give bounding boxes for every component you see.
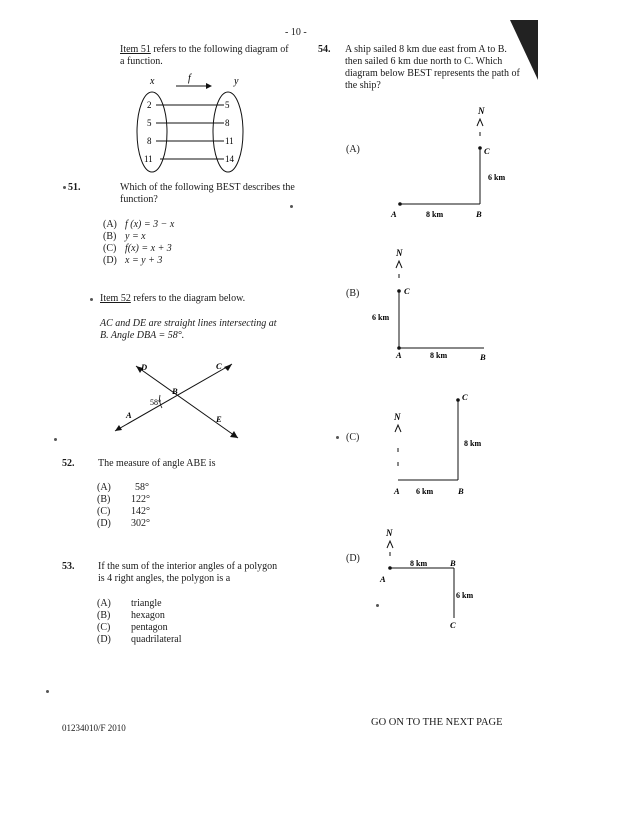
- scan-speck: [90, 298, 93, 301]
- page-number: - 10 -: [285, 27, 307, 38]
- q54-number: 54.: [318, 44, 331, 55]
- item51-reference-line2: a function.: [120, 56, 163, 67]
- mapping-x-label: x: [150, 76, 155, 87]
- q51-option-text: y = x: [125, 231, 146, 242]
- distance-label: 8 km: [426, 210, 444, 219]
- point-b: B: [458, 486, 464, 496]
- point-b: B: [476, 209, 482, 219]
- item51-ref-text: refers to the following diagram of: [150, 44, 289, 55]
- q54-stem-line4: the ship?: [345, 80, 381, 91]
- item52-reference: [100, 293, 245, 305]
- q54-stem-line3: diagram below BEST represents the path of: [345, 68, 520, 79]
- q53-option-letter: (C): [97, 622, 111, 633]
- q52-option-text: 142°: [131, 506, 150, 517]
- range-value: 8: [225, 118, 230, 128]
- item52-given-line2: B. Angle DBA = 58°.: [100, 330, 185, 341]
- q54-stem-line1: A ship sailed 8 km due east from A to B.: [345, 44, 507, 55]
- point-c: C: [462, 392, 468, 402]
- q53-stem-line2: is 4 right angles, the polygon is a: [98, 573, 231, 584]
- range-value: 14: [225, 154, 234, 164]
- intersecting-lines-diagram: [110, 358, 250, 440]
- point-label-b: B: [172, 386, 178, 396]
- north-label: N: [396, 248, 403, 258]
- q53-option-letter: (A): [97, 598, 111, 609]
- q54-diagram-b: [368, 246, 500, 368]
- point-label-d: D: [141, 362, 148, 372]
- q54-option-letter: (B): [346, 288, 360, 299]
- domain-value: 5: [147, 118, 152, 128]
- scan-speck: [376, 604, 379, 607]
- north-label: N: [394, 412, 401, 422]
- q52-option-text: 302°: [131, 518, 150, 529]
- q51-option-text: f(x) = x + 3: [125, 243, 172, 254]
- range-value: 5: [225, 100, 230, 110]
- mapping-f-label: f: [188, 73, 191, 84]
- q52-option-letter: (A): [97, 482, 111, 493]
- q53-option-text: hexagon: [131, 610, 165, 621]
- item52-ref-text: refers to the diagram below.: [130, 293, 246, 304]
- point-b: B: [480, 352, 486, 362]
- q53-option-letter: (B): [97, 610, 111, 621]
- point-a: A: [396, 350, 402, 360]
- point-label-c: C: [216, 361, 222, 371]
- north-label: N: [386, 528, 393, 538]
- domain-value: 11: [144, 154, 153, 164]
- q52-option-text: 122°: [131, 494, 150, 505]
- point-c: C: [404, 286, 410, 296]
- item51-reference: [120, 44, 289, 56]
- item52-given-line1: AC and DE are straight lines intersecting at: [100, 318, 277, 329]
- point-a: A: [394, 486, 400, 496]
- point-c: C: [484, 146, 490, 156]
- point-label-e: E: [216, 414, 222, 424]
- distance-label: 8 km: [410, 559, 428, 568]
- scan-speck: [63, 186, 66, 189]
- next-page-note: GO ON TO THE NEXT PAGE: [371, 717, 503, 728]
- scan-speck: [54, 438, 57, 441]
- q51-stem: Which of the following BEST describes the: [120, 182, 295, 193]
- q52-option-letter: (C): [97, 506, 111, 517]
- q53-option-text: pentagon: [131, 622, 168, 633]
- distance-label: 6 km: [372, 313, 390, 322]
- q51-stem-line2: function?: [120, 194, 158, 205]
- q51-option-text: x = y + 3: [125, 255, 163, 266]
- mapping-y-label: y: [234, 76, 239, 87]
- q54-stem-line2: then sailed 6 km due north to C. Which: [345, 56, 503, 67]
- q51-number: 51.: [68, 182, 81, 193]
- q54-diagram-d: [374, 526, 494, 636]
- angle-label: 58°: [150, 398, 162, 407]
- q52-number: 52.: [62, 458, 75, 469]
- q52-option-letter: (B): [97, 494, 111, 505]
- q51-option-letter: (C): [103, 243, 117, 254]
- point-label-a: A: [126, 410, 132, 420]
- q54-option-letter: (A): [346, 144, 360, 155]
- q51-option-letter: (D): [103, 255, 117, 266]
- mapping-arrow-head: [206, 83, 212, 89]
- item52-ref-link: Item 52: [100, 293, 131, 304]
- q53-option-text: quadrilateral: [131, 634, 182, 645]
- distance-label: 6 km: [456, 591, 474, 600]
- q51-option-letter: (A): [103, 219, 117, 230]
- q54-diagram-c: [386, 388, 496, 508]
- q51-option-text: f (x) = 3 − x: [125, 219, 175, 230]
- q53-number: 53.: [62, 561, 75, 572]
- range-value: 11: [225, 136, 234, 146]
- function-mapping-diagram: [130, 72, 250, 184]
- q54-option-letter: (C): [346, 432, 360, 443]
- scan-speck: [46, 690, 49, 693]
- domain-value: 8: [147, 136, 152, 146]
- q52-stem: The measure of angle ABE is: [98, 458, 216, 469]
- q51-option-letter: (B): [103, 231, 117, 242]
- scan-speck: [290, 205, 293, 208]
- item51-ref-link: Item 51: [120, 44, 151, 55]
- distance-label: 8 km: [464, 439, 482, 448]
- distance-label: 6 km: [488, 173, 506, 182]
- q54-option-letter: (D): [346, 553, 360, 564]
- point-c: C: [450, 620, 456, 630]
- distance-label: 6 km: [416, 487, 434, 496]
- q52-option-text: 58°: [135, 482, 149, 493]
- q53-option-text: triangle: [131, 598, 162, 609]
- domain-value: 2: [147, 100, 152, 110]
- q54-diagram-a: [384, 104, 518, 226]
- north-label: N: [478, 106, 485, 116]
- point-a: A: [391, 209, 397, 219]
- point-b: B: [450, 558, 456, 568]
- q53-option-letter: (D): [97, 634, 111, 645]
- scan-speck: [336, 436, 339, 439]
- paper-code: 01234010/F 2010: [62, 723, 126, 733]
- q53-stem: If the sum of the interior angles of a polygon: [98, 561, 278, 572]
- distance-label: 8 km: [430, 351, 448, 360]
- point-a: A: [380, 574, 386, 584]
- q52-option-letter: (D): [97, 518, 111, 529]
- page-curl-shadow: [510, 20, 538, 80]
